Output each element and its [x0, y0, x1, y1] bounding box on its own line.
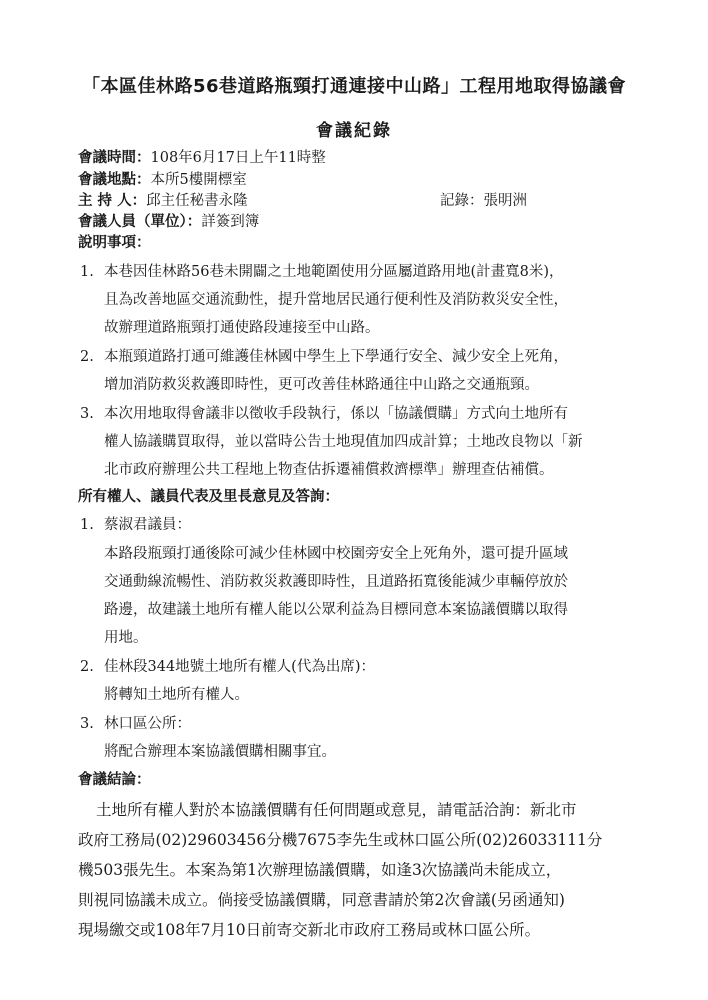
conclusion-heading: 會議結論：	[78, 772, 151, 788]
opinion-1-number: 1.	[80, 517, 94, 533]
explanation-1-line-3: 故辦理道路瓶頸打通使路段連接至中山路。	[104, 320, 380, 336]
conclusion-line-2: 政府工務局(02)29603456分機7675李先生或林口區公所(02)26033111分	[78, 831, 603, 849]
conclusion-line-4: 則視同協議未成立。倘接受協議價購，同意書請於第2次會議(另函通知)	[78, 891, 565, 909]
meeting-time-row	[78, 148, 326, 168]
document-title: 「本區佳林路56巷道路瓶頸打通連接中山路」工程用地取得協議會	[81, 76, 627, 97]
explanation-2-line-1: 本瓶頸道路打通可維護佳林國中學生上下學通行安全、減少安全上死角，	[104, 349, 568, 365]
explanation-2-line-2: 增加消防救災救護即時性，更可改善佳林路通往中山路之交通瓶頸。	[104, 377, 539, 393]
meeting-time-value: 108年6月17日上午11時整	[150, 150, 326, 166]
recorder: 記錄：張明洲	[440, 193, 527, 209]
explanation-1-line-2: 且為改善地區交通流動性，提升當地居民通行便利性及消防救災安全性，	[104, 292, 568, 308]
attendees-value: 詳簽到簿	[201, 214, 260, 230]
conclusion-line-1: 土地所有權人對於本協議價購有任何問題或意見，請電話洽詢：新北市	[96, 801, 577, 819]
opinion-3-number: 3.	[80, 716, 94, 732]
opinion-3-line-1: 將配合辦理本案協議價購相關事宜。	[104, 744, 336, 760]
opinion-2-speaker: 佳林段344地號土地所有權人(代為出席)：	[104, 659, 375, 675]
chair-value: 邱主任秘書永隆	[146, 193, 248, 209]
opinion-1-line-3: 路邊，故建議土地所有權人能以公眾利益為目標同意本案協議價購以取得	[104, 602, 568, 618]
explanation-heading: 說明事項：	[78, 235, 151, 251]
explanation-3-line-1: 本次用地取得會議非以徵收手段執行，係以「協議價購」方式向土地所有	[104, 406, 568, 422]
opinion-1-speaker: 蔡淑君議員：	[104, 517, 191, 533]
meeting-time-label: 會議時間：	[78, 150, 151, 166]
opinion-1-line-4: 用地。	[104, 630, 148, 646]
chair-label: 主 持 人：	[78, 193, 147, 209]
opinions-heading: 所有權人、議員代表及里長意見及答詢：	[78, 489, 339, 505]
explanation-1-line-1: 本巷因佳林路56巷未開闢之土地範圍使用分區屬道路用地(計畫寬8米)，	[104, 264, 564, 280]
explanation-3-line-2: 權人協議購買取得，並以當時公告土地現值加四成計算；土地改良物以「新	[104, 434, 583, 450]
meeting-place-row	[78, 170, 247, 190]
document-subtitle: 會議紀錄	[316, 121, 392, 141]
attendees-label: 會議人員（單位）：	[78, 214, 202, 230]
opinion-3-speaker: 林口區公所：	[104, 716, 191, 732]
opinion-2-line-1: 將轉知土地所有權人。	[104, 687, 249, 703]
explanation-2-number: 2.	[80, 349, 94, 365]
opinion-2-number: 2.	[80, 659, 94, 675]
attendees-row	[78, 212, 259, 232]
conclusion-line-3: 機503張先生。本案為第1次辦理協議價購，如逢3次協議尚未能成立，	[78, 861, 562, 879]
meeting-place-label: 會議地點：	[78, 172, 151, 188]
explanation-3-number: 3.	[80, 406, 94, 422]
explanation-3-line-3: 北市政府辦理公共工程地上物查估拆遷補償救濟標準」辦理查估補償。	[104, 462, 554, 478]
meeting-place-value: 本所5樓開標室	[150, 172, 247, 188]
chair-row	[78, 191, 248, 211]
explanation-1-number: 1.	[80, 264, 94, 280]
opinion-1-line-1: 本路段瓶頸打通後除可減少佳林國中校園旁安全上死角外，還可提升區域	[104, 546, 568, 562]
opinion-1-line-2: 交通動線流暢性、消防救災救護即時性，且道路拓寬後能減少車輛停放於	[104, 574, 568, 590]
conclusion-line-5: 現場繳交或108年7月10日前寄交新北市政府工務局或林口區公所。	[78, 921, 541, 939]
